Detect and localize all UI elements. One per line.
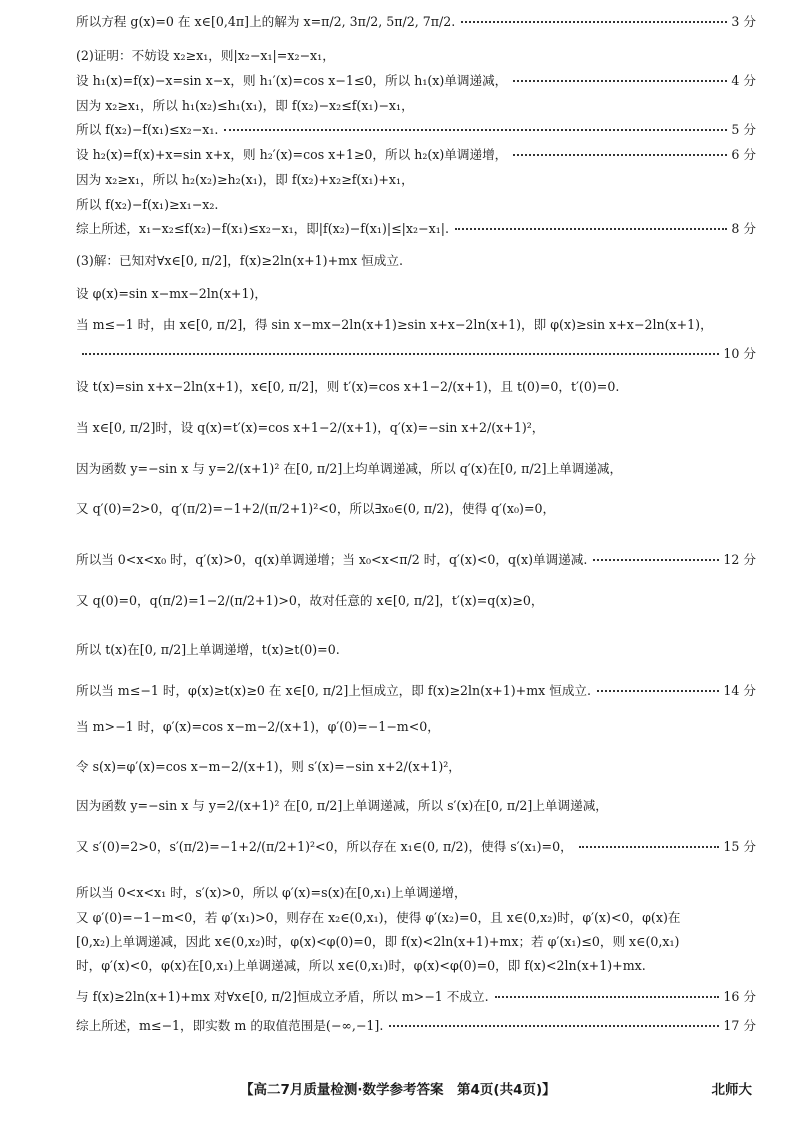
line-text: 所以当 m≤−1 时，φ(x)≥t(x)≥0 在 x∈[0, π/2]上恒成立，即 f(x)≥2ln(x+1)+mx 恒成立. — [76, 683, 592, 698]
line-2 — [76, 47, 756, 65]
score: 4 分 — [731, 73, 756, 88]
dot-leader — [461, 21, 727, 23]
dot-leader — [593, 559, 719, 561]
line-6 — [76, 146, 756, 164]
line-text: 当 x∈[0, π/2]时，设 q(x)=t′(x)=cos x+1−2/(x+1)，q′(x)=−sin x+2/(x+1)²， — [76, 420, 545, 435]
line-29 — [76, 957, 756, 975]
line-19 — [76, 592, 756, 610]
dot-leader — [513, 154, 727, 156]
line-23 — [76, 758, 756, 776]
score: 12 分 — [723, 552, 756, 567]
line-text: 所以 t(x)在[0, π/2]上单调递增，t(x)≥t(0)=0. — [76, 642, 340, 657]
line-text: 因为函数 y=−sin x 与 y=2/(x+1)² 在[0, π/2]上均单调递减，所以 q′(x)在[0, π/2]上单调递减， — [76, 461, 623, 476]
line-text: 综上所述，m≤−1，即实数 m 的取值范围是(−∞,−1]. — [76, 1018, 384, 1033]
score: 14 分 — [723, 683, 756, 698]
line-3 — [76, 72, 756, 90]
line-text: 又 q(0)=0，q(π/2)=1−2/(π/2+1)>0，故对任意的 x∈[0, π/2]，t′(x)=q(x)≥0， — [76, 593, 544, 608]
dot-leader — [597, 690, 719, 692]
line-8 — [76, 196, 756, 214]
line-18 — [76, 551, 756, 569]
line-26 — [76, 884, 756, 902]
line-7 — [76, 171, 756, 189]
line-16 — [76, 460, 756, 478]
line-text: 时，φ′(x)<0，φ(x)在[0,x₁)上单调递减，所以 x∈(0,x₁)时，φ(x)<φ(0)=0，即 f(x)<2ln(x+1)+mx. — [76, 958, 646, 973]
dot-leader — [455, 228, 727, 230]
score: 15 分 — [723, 839, 756, 854]
dot-leader — [389, 1025, 719, 1027]
line-11 — [76, 285, 756, 303]
line-10 — [76, 252, 756, 270]
line-text: 所以 f(x₂)−f(x₁)≥x₁−x₂. — [76, 197, 219, 212]
line-text: 设 φ(x)=sin x−mx−2ln(x+1)， — [76, 286, 267, 301]
line-30 — [76, 988, 756, 1006]
line-text: 设 t(x)=sin x+x−2ln(x+1)，x∈[0, π/2]，则 t′(x)=cos x+1−2/(x+1)，且 t(0)=0，t′(0)=0. — [76, 379, 620, 394]
line-15 — [76, 419, 756, 437]
line-5 — [76, 121, 756, 139]
line-text: 当 m≤−1 时，由 x∈[0, π/2]，得 sin x−mx−2ln(x+1)≥sin x+x−2ln(x+1)，即 φ(x)≥sin x+x−2ln(x+1)， — [76, 317, 713, 332]
line-text: [0,x₂)上单调递减，因此 x∈(0,x₂)时，φ(x)<φ(0)=0，即 f(x)<2ln(x+1)+mx；若 φ′(x₁)≤0，则 x∈(0,x₁) — [76, 934, 680, 949]
line-text: 令 s(x)=φ′(x)=cos x−m−2/(x+1)，则 s′(x)=−sin x+2/(x+1)²， — [76, 759, 461, 774]
score: 6 分 — [731, 147, 756, 162]
score: 16 分 — [723, 989, 756, 1004]
line-text: 所以方程 g(x)=0 在 x∈[0,4π]上的解为 x=π/2, 3π/2, 5π/2, 7π/2. — [76, 14, 456, 29]
line-text: 与 f(x)≥2ln(x+1)+mx 对∀x∈[0, π/2]恒成立矛盾，所以 m>−1 不成立. — [76, 989, 489, 1004]
line-text: (3)解：已知对∀x∈[0, π/2]，f(x)≥2ln(x+1)+mx 恒成立. — [76, 253, 403, 268]
line-text: 又 s′(0)=2>0，s′(π/2)=−1+2/(π/2+1)²<0，所以存在 x₁∈(0, π/2)，使得 s′(x₁)=0， — [76, 839, 573, 854]
line-text: 当 m>−1 时，φ′(x)=cos x−m−2/(x+1)，φ′(0)=−1−m<0， — [76, 719, 440, 734]
line-20 — [76, 641, 756, 659]
line-4 — [76, 97, 756, 115]
dot-leader — [495, 996, 720, 998]
line-text: 所以当 0<x<x₁ 时，s′(x)>0，所以 φ′(x)=s(x)在[0,x₁)上单调递增， — [76, 885, 467, 900]
dot-leader — [224, 129, 727, 131]
line-text: 所以 f(x₂)−f(x₁)≤x₂−x₁. — [76, 122, 219, 137]
page-footer: 【高二7月质量检测·数学参考答案 第4页(共4页)】 — [240, 1082, 556, 1098]
line-22 — [76, 718, 756, 736]
score: 17 分 — [723, 1018, 756, 1033]
line-14 — [76, 378, 756, 396]
publisher-label: 北师大 — [711, 1082, 752, 1098]
line-1 — [76, 13, 756, 31]
line-9 — [76, 220, 756, 238]
line-text: (2)证明：不妨设 x₂≥x₁，则|x₂−x₁|=x₂−x₁， — [76, 48, 335, 63]
line-text: 设 h₂(x)=f(x)+x=sin x+x，则 h₂′(x)=cos x+1≥0，所以 h₂(x)单调递增， — [76, 147, 508, 162]
score: 3 分 — [731, 14, 756, 29]
line-text: 因为 x₂≥x₁，所以 h₂(x₂)≥h₂(x₁)，即 f(x₂)+x₂≥f(x₁)+x₁， — [76, 172, 414, 187]
line-text: 又 φ′(0)=−1−m<0，若 φ′(x₁)>0，则存在 x₂∈(0,x₁)，使得 φ′(x₂)=0，且 x∈(0,x₂)时，φ′(x)<0，φ(x)在 — [76, 910, 681, 925]
line-text: 又 q′(0)=2>0，q′(π/2)=−1+2/(π/2+1)²<0，所以∃x₀∈(0, π/2)，使得 q′(x₀)=0， — [76, 501, 556, 516]
line-text: 设 h₁(x)=f(x)−x=sin x−x，则 h₁′(x)=cos x−1≤0，所以 h₁(x)单调递减， — [76, 73, 508, 88]
line-13 — [76, 345, 756, 363]
line-25 — [76, 838, 756, 856]
line-28 — [76, 933, 756, 951]
line-31 — [76, 1017, 756, 1035]
dot-leader — [513, 80, 727, 82]
line-text: 综上所述，x₁−x₂≤f(x₂)−f(x₁)≤x₂−x₁，即|f(x₂)−f(x₁)|≤|x₂−x₁|. — [76, 221, 450, 236]
line-text: 因为 x₂≥x₁，所以 h₁(x₂)≤h₁(x₁)，即 f(x₂)−x₂≤f(x₁)−x₁， — [76, 98, 414, 113]
line-text: 因为函数 y=−sin x 与 y=2/(x+1)² 在[0, π/2]上单调递减，所以 s′(x)在[0, π/2]上单调递减， — [76, 798, 608, 813]
dot-leader — [82, 353, 719, 355]
score: 8 分 — [731, 221, 756, 236]
line-17 — [76, 500, 756, 518]
line-27 — [76, 909, 756, 927]
line-21 — [76, 682, 756, 700]
score: 10 分 — [723, 346, 756, 361]
line-24 — [76, 797, 756, 815]
line-text: 所以当 0<x<x₀ 时，q′(x)>0，q(x)单调递增；当 x₀<x<π/2 时，q′(x)<0，q(x)单调递减. — [76, 552, 588, 567]
dot-leader — [579, 846, 720, 848]
score: 5 分 — [731, 122, 756, 137]
line-12 — [76, 316, 756, 334]
